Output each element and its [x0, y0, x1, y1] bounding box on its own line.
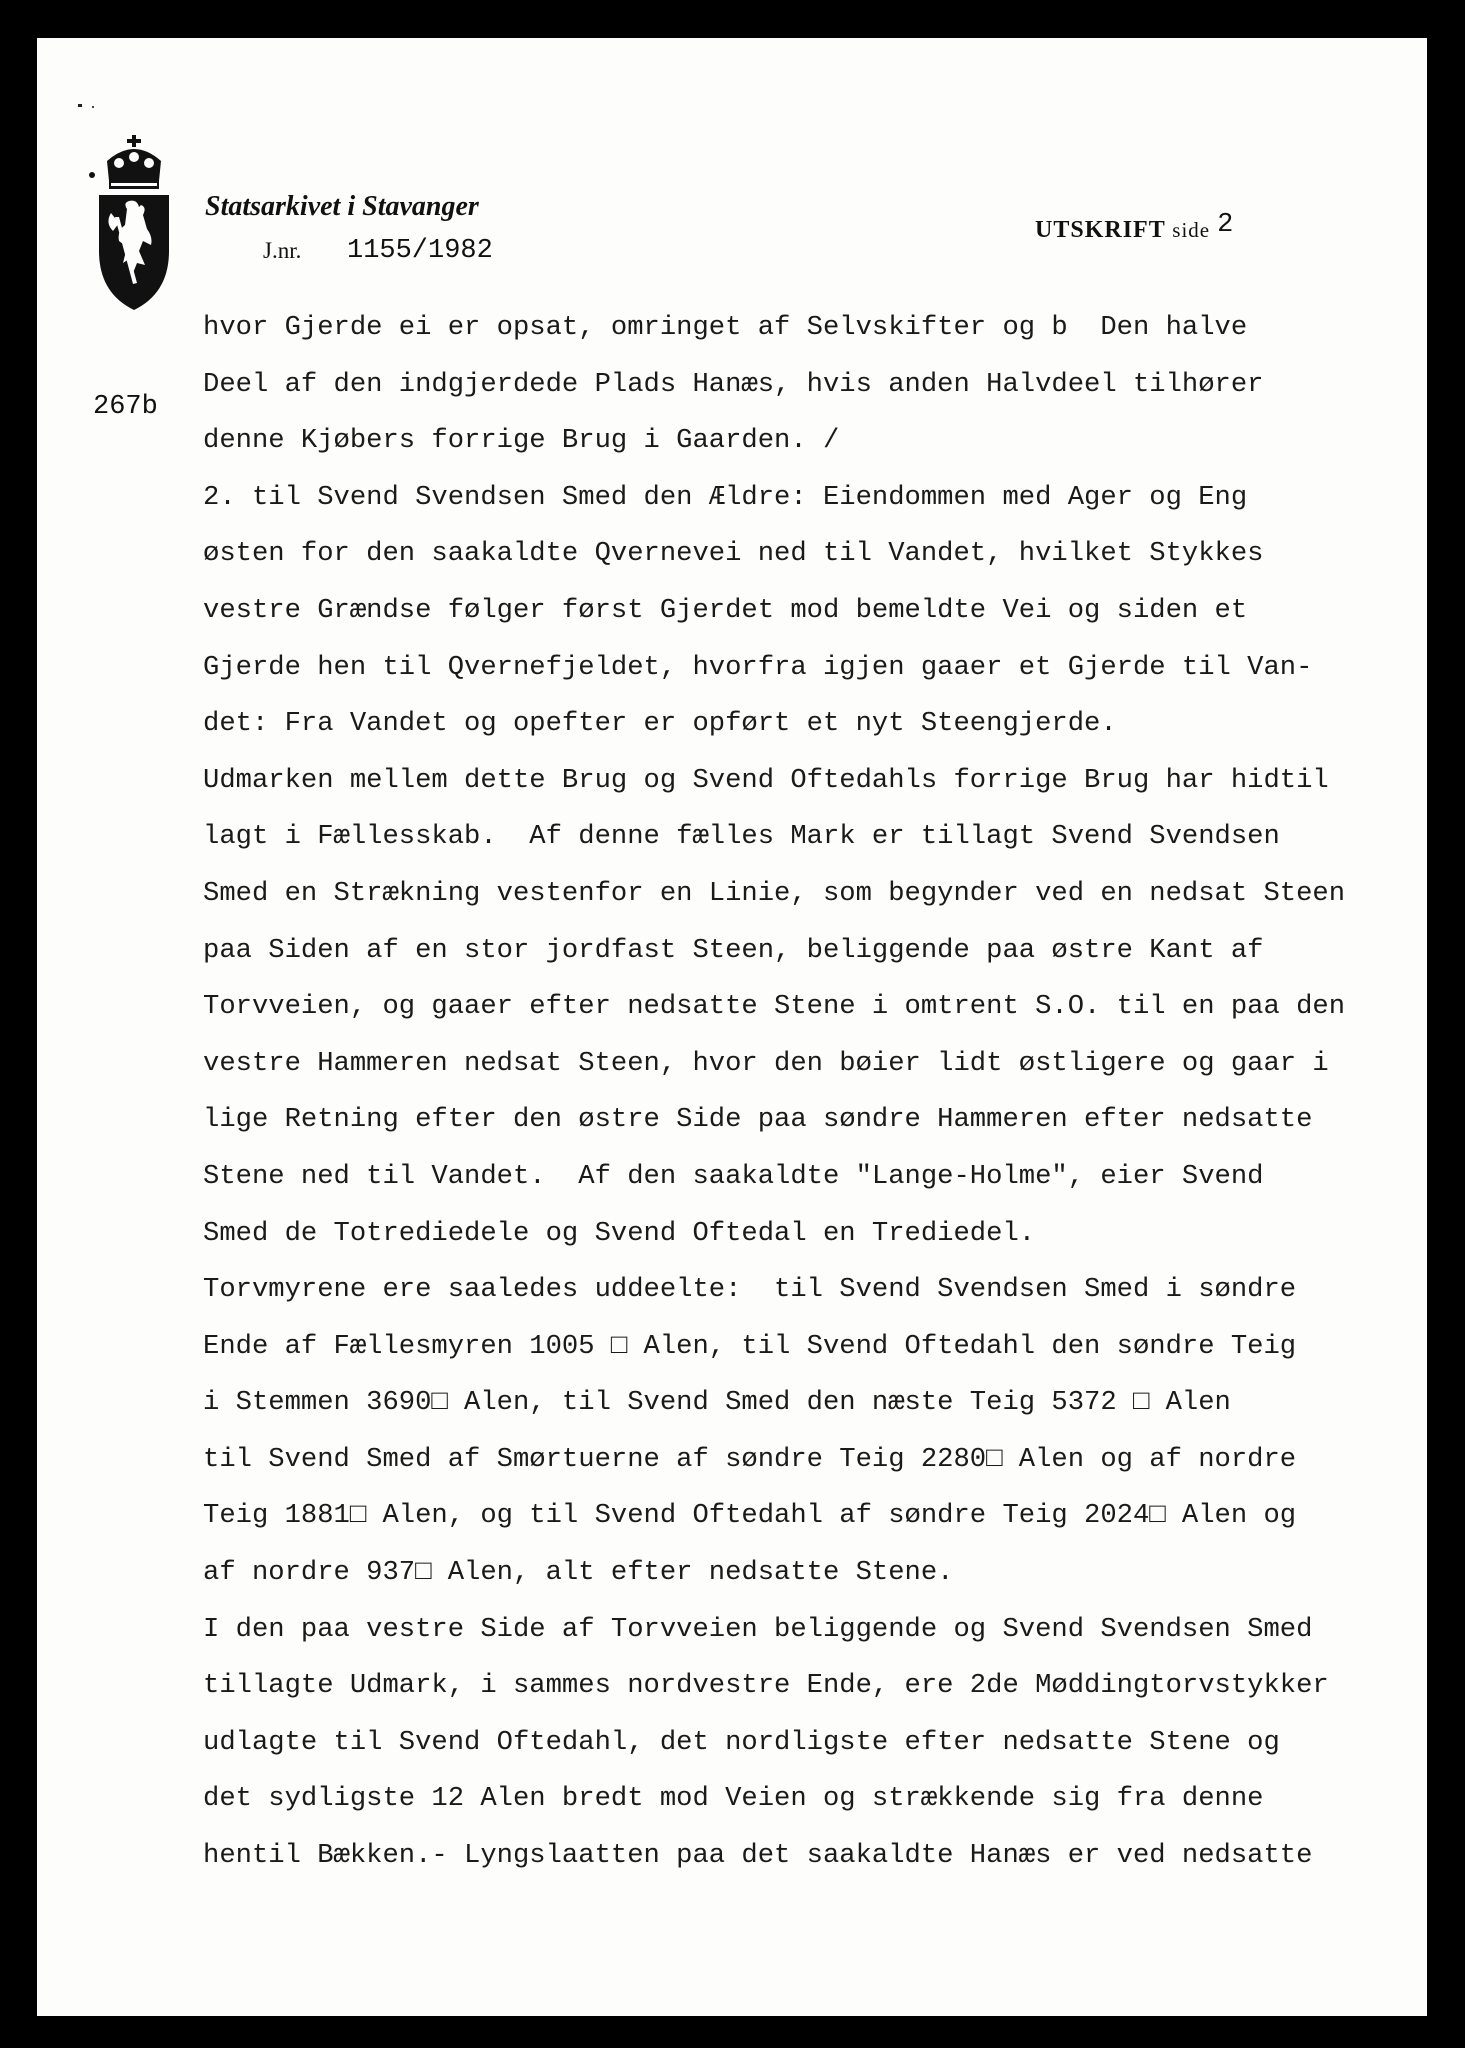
text-line: hvor Gjerde ei er opsat, omringet af Selvskifter og b Den halve [203, 312, 1248, 343]
text-line: lige Retning efter den østre Side paa søndre Hammeren efter nedsatte [203, 1104, 1313, 1136]
text-line: Gjerde hen til Qvernefjeldet, hvorfra igjen gaaer et Gjerde til Van- [203, 651, 1313, 683]
utskrift-label: UTSKRIFT [1035, 217, 1166, 243]
text-line: lagt i Fællesskab. Af denne fælles Mark er tillagt Svend Svendsen [203, 821, 1280, 853]
norwegian-coat-of-arms-icon [89, 133, 179, 313]
text-line: I den paa vestre Side af Torvveien beliggende og Svend Svendsen Smed [203, 1613, 1313, 1645]
text-line: Deel af den indgjerdede Plads Hanæs, hvis anden Halvdeel tilhører [203, 368, 1264, 400]
journal-number: 1155/1982 [347, 236, 493, 266]
scan-specks [57, 98, 97, 118]
document-page [37, 38, 1427, 2016]
text-line: denne Kjøbers forrige Brug i Gaarden. / [203, 425, 840, 457]
text-line: Udmarken mellem dette Brug og Svend Oftedahls forrige Brug har hidtil [203, 764, 1329, 796]
text-line: vestre Hammeren nedsat Steen, hvor den bøier lidt østligere og gaar i [203, 1047, 1329, 1079]
text-line: Torvmyrene ere saaledes uddeelte: til Svend Svendsen Smed i søndre [203, 1274, 1297, 1306]
text-line: Ende af Fællesmyren 1005 □ Alen, til Svend Oftedahl den søndre Teig [203, 1330, 1297, 1362]
margin-folio: 267b [93, 392, 158, 422]
side-label: side [1172, 218, 1211, 242]
text-line: tillagte Udmark, i sammes nordvestre Ende, ere 2de Møddingtorvstykker [203, 1670, 1329, 1702]
text-line: østen for den saakaldte Qvernevei ned til Vandet, hvilket Stykkes [203, 538, 1264, 570]
archive-name: Statsarkivet i Stavanger [205, 191, 479, 222]
utskrift-header [1035, 210, 1235, 246]
text-line: til Svend Smed af Smørtuerne af søndre Teig 2280□ Alen og af nordre [203, 1443, 1297, 1475]
text-line: 2. til Svend Svendsen Smed den Ældre: Eiendommen med Ager og Eng [203, 481, 1248, 513]
text-line: vestre Grændse følger først Gjerdet mod bemeldte Vei og siden et [203, 594, 1248, 626]
text-line: af nordre 937□ Alen, alt efter nedsatte Stene. [203, 1557, 954, 1589]
text-line: det: Fra Vandet og opefter er opført et nyt Steengjerde. [203, 708, 1117, 740]
text-line: hentil Bækken.- Lyngslaatten paa det saakaldte Hanæs er ved nedsatte [203, 1840, 1313, 1872]
transcription-body [203, 300, 1403, 1885]
text-line: udlagte til Svend Oftedahl, det nordligste efter nedsatte Stene og [203, 1726, 1280, 1758]
text-line: Torvveien, og gaaer efter nedsatte Stene i omtrent S.O. til en paa den [203, 991, 1346, 1023]
text-line: paa Siden af en stor jordfast Steen, beliggende paa østre Kant af [203, 934, 1264, 966]
text-line: Stene ned til Vandet. Af den saakaldte "Lange-Holme", eier Svend [203, 1160, 1264, 1192]
journal-number-label: J.nr. [263, 238, 302, 263]
text-line: Smed en Strækning vestenfor en Linie, som begynder ved en nedsat Steen [203, 877, 1346, 909]
page-number: 2 [1217, 210, 1235, 240]
text-line: det sydligste 12 Alen bredt mod Veien og strækkende sig fra denne [203, 1783, 1264, 1815]
text-line: i Stemmen 3690□ Alen, til Svend Smed den næste Teig 5372 □ Alen [203, 1387, 1231, 1419]
text-line: Teig 1881□ Alen, og til Svend Oftedahl af søndre Teig 2024□ Alen og [203, 1500, 1297, 1532]
text-line: Smed de Totrediedele og Svend Oftedal en Trediedel. [203, 1217, 1036, 1249]
